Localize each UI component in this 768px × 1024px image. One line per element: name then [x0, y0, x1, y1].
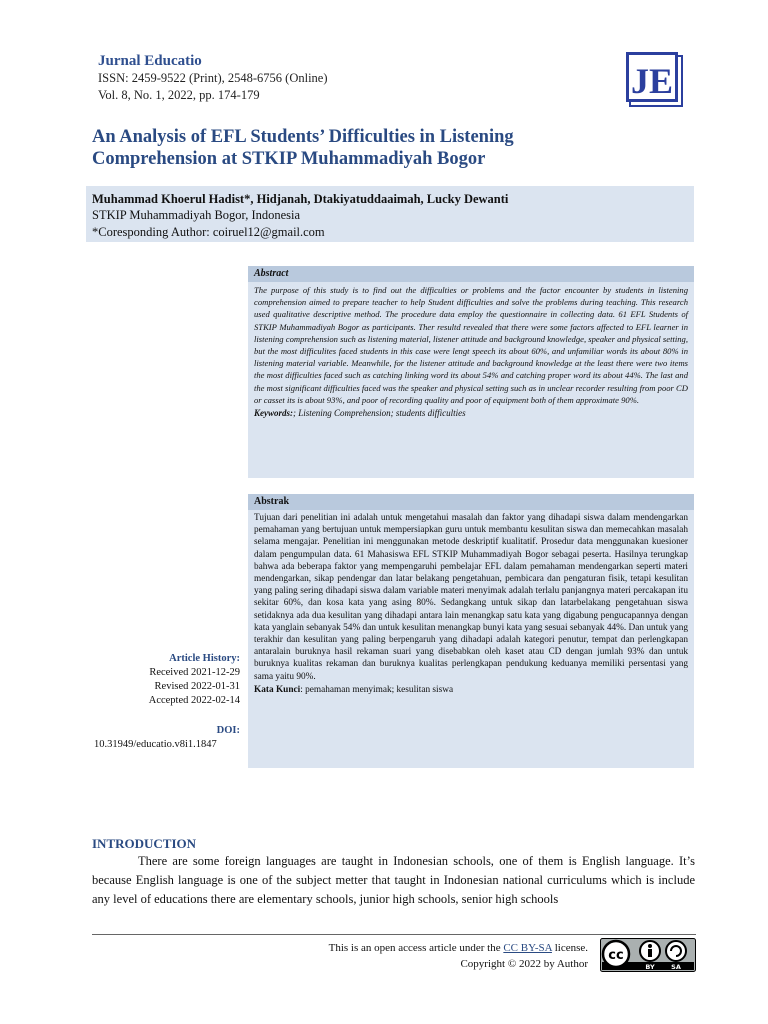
open-access-prefix: This is an open access article under the	[328, 942, 504, 954]
accepted-date: Accepted 2022-02-14	[148, 695, 240, 706]
paper-title	[92, 126, 692, 170]
doi-title: DOI:	[216, 725, 240, 736]
received-date: Received 2021-12-29	[149, 667, 240, 678]
license-link[interactable]: CC BY-SA	[503, 942, 552, 954]
copyright: Copyright © 2022 by Author	[460, 958, 588, 970]
author-list: Muhammad Khoerul Hadist*, Hidjanah, Dtakiyatuddaaimah, Lucky Dewanti	[92, 192, 509, 206]
journal-logo-icon	[624, 50, 686, 110]
affiliation: STKIP Muhammadiyah Bogor, Indonesia	[92, 208, 301, 222]
abstrak-keywords	[248, 683, 694, 697]
kata-kunci-label: Kata Kunci	[254, 684, 301, 695]
abstrak-heading: Abstrak	[248, 494, 694, 510]
abstract-text: The purpose of this study is to find out the difficulties or problems and the factor encounter by students in listening comprehension aimed to prepare teacher to help Student difficulties and solve the problems during teaching. This research used qualitative descriptive method. The procedure data employ the questionnaire in collecting data. 61 EFL Students of STKIP Muhammadiyah Bogor as participants. Ther resultd revealed that there were some factors affected to EFL learner in listening comprehension such as listening material, listener attitude and background knowledge, speaker and physical setting, but the most difficulites faced students in this case were lengt speech its about 60%, and unfamiliar words its about 80% in listening material variable. Meanwhile, for the listener attitude and background knowledge at the least there were two items the most difficulties faced such as catching linking word its about 54% and catching proper word its about 44%. The last and the most significant difficulties faced was the speaker and physical setting such as in unclear recorder resulting from poor CD or casset its is about 93%, and poor of recording quality and poor of equipment both of them approximate 90%.	[254, 285, 689, 405]
kata-kunci-value: : pemahaman menyimak; kesulitan siswa	[300, 684, 454, 695]
keywords-value: ; Listening Comprehension; students difficulties	[293, 408, 466, 419]
keywords-label: Keywords:	[254, 408, 293, 419]
abstract-keywords	[248, 406, 694, 420]
paper-title-line1: An Analysis of EFL Students’ Difficulties in Listening	[92, 127, 514, 147]
journal-volume: Vol. 8, No. 1, 2022, pp. 174-179	[98, 88, 260, 102]
cc-license-badge[interactable]	[600, 938, 696, 972]
article-history	[96, 652, 240, 752]
footer-text	[329, 940, 588, 972]
journal-logo-text: JE	[630, 61, 674, 101]
cc-by-sa-icon	[600, 938, 696, 972]
abstrak-text: Tujuan dari penelitian ini adalah untuk mengetahui masalah dan faktor yang dihadapi siswa dalam mendengarkan pemahaman yang bertujuan untuk mempersiapkan guru untuk membantu kesulitan siswa dan memecahkan masalah selama mengajar. Penelitian ini menggunakan metode deskriptif kualitatif. Prosedur data menggunakan kuesioner dalam pengumpulan data. 61 Mahasiswa EFL STKIP Muhammadiyah Bogor sebagai peserta. Hasilnya terungkap bahwa ada beberapa faktor yang mempengaruhi pembelajar EFL dalam pemahaman mendengarkan seperti materi mendengarkan, sikap pendengar dan latar belakang pengetahuan, pembicara dan pengaturan fisik, tetapi kesulitan yang paling sering dihadapi siswa dalam variable materi menyimak adalah terlalu panjangnya materi percakapan itu sekitar 60%, dan kosa kata yang asing 80%. Sedangkang untuk sikap dan latarbelakang pengetahuan siswa setidaknya ada dua kesulitan yang dihadapi antara lain menangkap satu kata yang digabung pengucapannya dengan kata yanglain sebanyak 54% dan untuk kesulitan menangkap bunyi kata yang sesuai sebanyak 44%. Dan untuk yang terakhir dan kesulitan yang paling berpengaruh yang dihadapi adalah kategori penutur, tempat dan perlengkapan antaralain buruknya hasil rekaman suari yang disebabkan oleh kaset atau CD dengan jumlah 93% dan untuk buruknya kualitas rekaman dan buruknya kualitas perlengkapan pendukung keduanya memiliki persentasi yang sama yaitu 90%.	[254, 513, 688, 682]
doi-value[interactable]: 10.31949/educatio.v8i1.1847	[94, 739, 217, 750]
cc-glyph: cc	[608, 948, 624, 963]
journal-header	[98, 52, 658, 104]
introduction-heading: INTRODUCTION	[92, 836, 197, 851]
corresponding-author: *Coresponding Author: coiruel12@gmail.com	[92, 225, 325, 239]
journal-issn: ISSN: 2459-9522 (Print), 2548-6756 (Online)	[98, 71, 328, 85]
cc-by-label: BY	[645, 963, 655, 971]
footer-divider	[92, 934, 696, 935]
cc-sa-label: SA	[671, 963, 681, 971]
abstract-box	[248, 266, 694, 478]
journal-name: Jurnal Educatio	[98, 53, 202, 69]
authors-box	[86, 186, 694, 242]
introduction-text: There are some foreign languages are taught in Indonesian schools, one of them is English language. It’s because English language is one of the subject metter that taught in Indonesian national curriculums which is include any level of educations there are elementary schools, junior high schools, senior high schools	[92, 854, 695, 906]
open-access-statement	[329, 940, 588, 956]
revised-date: Revised 2022-01-31	[154, 681, 240, 692]
journal-logo	[624, 50, 686, 110]
abstract-heading: Abstract	[248, 266, 694, 282]
paper-title-line2: Comprehension at STKIP Muhammadiyah Bogor	[92, 149, 486, 169]
history-title: Article History:	[169, 653, 240, 664]
open-access-suffix: license.	[551, 942, 588, 954]
abstrak-box	[248, 494, 694, 768]
